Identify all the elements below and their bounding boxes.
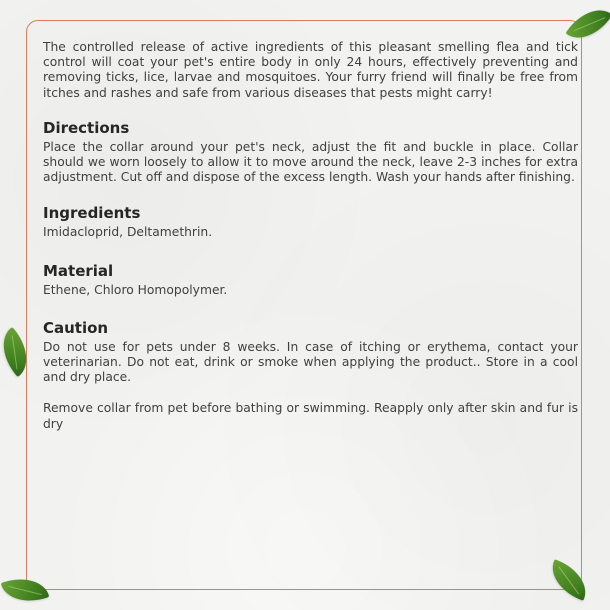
directions-text: Place the collar around your pet's neck, adjust the fit and buckle in place. Collar should we worn loosely to allow it to move around the neck, leave 2-3 inches for extra adjustment. Cut off and dispose of the excess length. Wash your hands after finishing. xyxy=(43,139,578,185)
product-info xyxy=(43,40,578,432)
caution-text: Do not use for pets under 8 weeks. In case of itching or erythema, contact your veterinarian. Do not eat, drink or smoke when applying the product.. Store in a cool and dry place. xyxy=(43,339,578,385)
ingredients-text: Imidacloprid, Deltamethrin. xyxy=(43,225,213,240)
caution-heading: Caution xyxy=(43,318,109,337)
material-heading: Material xyxy=(43,261,114,280)
ingredients-heading: Ingredients xyxy=(43,204,141,223)
material-text: Ethene, Chloro Homopolymer. xyxy=(43,282,228,297)
directions-heading: Directions xyxy=(43,118,130,137)
caution-note: Remove collar from pet before bathing or swimming. Reapply only after skin and fur is dry xyxy=(43,401,578,431)
intro-paragraph: The controlled release of active ingredients of this pleasant smelling flea and tick control will coat your pet's entire body in only 24 hours, effectively preventing and removing ticks, lice, larvae and mosquitoes. Your furry friend will finally be free from itches and rashes and safe from various diseases that pests might carry! xyxy=(43,40,578,100)
